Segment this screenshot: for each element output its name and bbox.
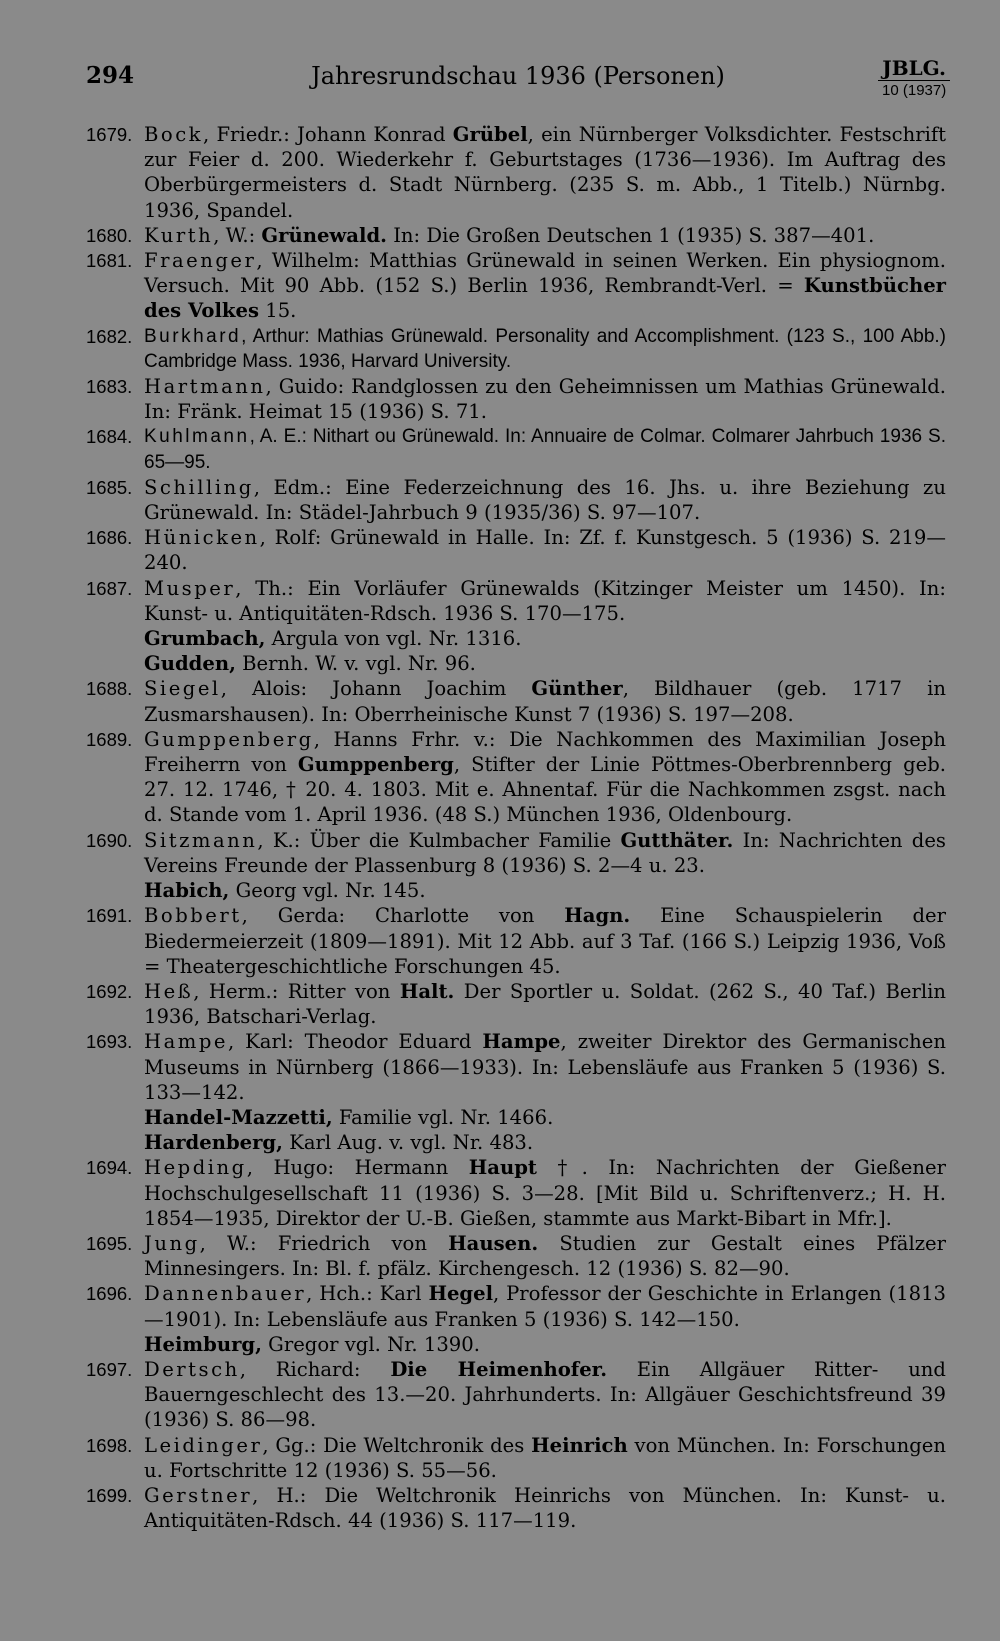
bibliography-entry [86, 676, 946, 726]
entry-number: 1691. [86, 905, 133, 927]
entry-author: Leidinger [144, 1433, 263, 1457]
entry-text: , Gg.: Die Weltchronik des [262, 1433, 532, 1457]
entry-text-tail: , zweiter Direktor des Germanischen Museums in Nürnberg (1866—1933). In: Lebensläufe aus Franken 5 (1936) S. 133—142. [144, 1030, 946, 1104]
entry-text: , Alois: Johann Joachim [220, 677, 532, 701]
entry-text: , Hugo: Hermann [246, 1156, 469, 1180]
entry-text-tail: , Bildhauer (geb. 1717 in Zusmarshausen). In: Oberrheinische Kunst 7 (1936) S. 197—208. [144, 677, 946, 726]
bibliography-entry [86, 324, 946, 374]
xref-subject: Habich, [144, 879, 230, 903]
entry-subject: Haupt [468, 1156, 537, 1180]
entry-text-tail: 15. [259, 299, 297, 323]
entry-text-tail: , Stifter der Linie Pöttmes-Oberbrennberg geb. 27. 12. 1746, † 20. 4. 1803. Mit e. Ahnentaf. Für die Nachkommen zsgst. nach d. Stande vom 1. April 1936. (48 S.) München 1936, Oldenbourg. [144, 753, 946, 827]
journal-reference [878, 58, 950, 98]
entry-text: , A. E.: Nithart ou Grünewald. In: Annuaire de Colmar. Colmarer Jahrbuch 1936 S. 65—95. [144, 426, 946, 473]
cross-reference [86, 878, 946, 903]
entry-subject: Grübel [452, 123, 528, 146]
entry-text: , W.: [213, 223, 262, 247]
entry-text: , Rolf: Grünewald in Halle. In: Zf. f. Kunstgesch. 5 (1936) S. 219—240. [144, 526, 946, 575]
entry-subject: Hausen. [448, 1231, 539, 1255]
xref-text: Bernh. W. v. vgl. Nr. 96. [235, 652, 476, 676]
entry-text-tail: In: Nachrichten des Vereins Freunde der Plassenburg 8 (1936) S. 2—4 u. 23. [144, 828, 946, 877]
entry-text: , Th.: Ein Vorläufer Grünewalds (Kitzinger Meister um 1450). In: Kunst- u. Antiquitäten-Rdsch. 1936 S. 170—175. [144, 576, 946, 625]
entry-subject: Gutthäter. [620, 828, 734, 852]
entry-text-tail: Eine Schauspielerin der Biedermeierzeit (1809—1891). Mit 12 Abb. auf 3 Taf. (166 S.) Leipzig 1936, Voß = Theatergeschichtliche Forschungen 45. [144, 904, 946, 978]
bibliography-entry [86, 576, 946, 626]
page-header [86, 58, 950, 108]
cross-reference [86, 651, 946, 676]
entry-author: Hepding [144, 1156, 247, 1180]
entry-text-tail: von München. In: Forschungen u. Fortschritte 12 (1936) S. 55—56. [144, 1433, 947, 1482]
entry-number: 1680. [86, 224, 133, 246]
bibliography-entries [86, 122, 946, 1533]
entry-author: Hampe [144, 1030, 228, 1054]
entry-text: , Gerda: Charlotte von [241, 904, 565, 928]
entry-number: 1690. [86, 829, 133, 851]
bibliography-entry [86, 1357, 946, 1433]
entry-text-tail: Ein Allgäuer Ritter- und Bauerngeschlecht des 13.—20. Jahrhunderts. In: Allgäuer Geschichtsfreund 39 (1936) S. 86—98. [144, 1357, 946, 1432]
entry-text: , Karl: Theodor Eduard [228, 1030, 483, 1054]
bibliography-entry [86, 1483, 946, 1533]
xref-subject: Handel-Mazzetti, [144, 1105, 333, 1129]
bibliography-entry [86, 1281, 946, 1331]
entry-number: 1689. [86, 728, 133, 750]
entry-subject: Gumppenberg [297, 753, 454, 777]
entry-author: Kurth [144, 223, 214, 247]
xref-text: Karl Aug. v. vgl. Nr. 483. [282, 1131, 534, 1155]
entry-text-tail: Studien zur Gestalt eines Pfälzer Minnesingers. In: Bl. f. pfälz. Kirchengesch. 12 (1936) S. 82—90. [144, 1231, 946, 1281]
entry-number: 1697. [86, 1358, 133, 1380]
bibliography-entry [86, 1433, 946, 1483]
journal-abbreviation: JBLG. [878, 58, 950, 81]
cross-reference [86, 1130, 946, 1155]
entry-number: 1696. [86, 1283, 133, 1305]
entry-author: Heß [144, 979, 194, 1003]
entry-number: 1684. [86, 426, 133, 448]
entry-author: Siegel [144, 677, 221, 701]
page-number: 294 [86, 62, 135, 89]
entry-author: Kuhlmann [144, 426, 250, 448]
cross-reference [86, 1105, 946, 1130]
entry-number: 1685. [86, 476, 133, 498]
entry-text: , Edm.: Eine Federzeichnung des 16. Jhs. u. ihre Beziehung zu Grünewald. In: Städel-Jahrbuch 9 (1935/36) S. 97—107. [144, 475, 946, 525]
bibliography-entry [86, 1029, 946, 1105]
cross-reference [86, 1332, 946, 1357]
entry-text-tail: In: Die Großen Deutschen 1 (1935) S. 387—401. [386, 223, 875, 247]
entry-subject: Grünewald. [261, 223, 387, 247]
entry-number: 1683. [86, 376, 133, 398]
entry-author: Fraenger [144, 249, 257, 273]
entry-text: , H.: Die Weltchronik Heinrichs von München. In: Kunst- u. Antiquitäten-Rdsch. 44 (1936) S. 117—119. [144, 1483, 946, 1533]
entry-author: Schilling [144, 475, 254, 499]
entry-text: , W.: Friedrich von [199, 1231, 449, 1255]
entry-number: 1694. [86, 1157, 133, 1179]
cross-reference [86, 626, 946, 651]
entry-author: Sitzmann [144, 828, 258, 852]
entry-author: Hartmann [144, 375, 266, 399]
entry-text: , Friedr.: Johann Konrad [203, 123, 453, 146]
bibliography-entry [86, 1155, 946, 1231]
journal-volume: 10 (1937) [882, 82, 947, 99]
bibliography-entry [86, 223, 946, 248]
entry-subject: Die Heimenhofer. [390, 1357, 608, 1381]
xref-subject: Hardenberg, [144, 1131, 283, 1155]
entry-subject: Heinrich [531, 1433, 628, 1457]
entry-number: 1693. [86, 1031, 133, 1053]
entry-author: Gerstner [144, 1483, 253, 1507]
entry-text: , Wilhelm: Matthias Grünewald in seinen Werken. Ein physiognom. Versuch. Mit 90 Abb. (152 S.) Berlin 1936, Rembrandt-Verl. = [144, 249, 946, 298]
entry-author: Jung [144, 1231, 200, 1255]
xref-subject: Grumbach, [144, 627, 266, 651]
xref-subject: Heimburg, [144, 1332, 262, 1356]
entry-number: 1687. [86, 577, 133, 599]
entry-author: Dannenbauer [144, 1282, 307, 1306]
entry-text: , Arthur: Mathias Grünewald. Personality and Accomplishment. (123 S., 100 Abb.) Cambridge Mass. 1936, Harvard University. [144, 325, 946, 372]
xref-text: Gregor vgl. Nr. 1390. [261, 1332, 480, 1356]
entry-text: , Hanns Frhr. v.: Die Nachkommen des Maximilian Joseph Freiherrn von [144, 727, 946, 777]
entry-author: Musper [144, 576, 236, 600]
entry-number: 1679. [86, 124, 133, 145]
entry-number: 1686. [86, 527, 133, 549]
entry-text-tail: , ein Nürnberger Volksdichter. Festschrift zur Feier d. 200. Wiederkehr f. Geburtstages (1736—1936). Im Auftrag des Oberbürgermeisters d. Stadt Nürnberg. (235 S. m. Abb., 1 Titelb.) Nürnbg. 1936, Spandel. [144, 123, 946, 222]
entry-text: , Hch.: Karl [306, 1282, 429, 1306]
entry-author: Dertsch [144, 1357, 240, 1381]
xref-text: Argula von vgl. Nr. 1316. [265, 627, 522, 651]
entry-author: Gumppenberg [144, 727, 314, 751]
entry-text-tail: , Professor der Geschichte in Erlangen (1813—1901). In: Lebensläufe aus Franken 5 (1936) S. 142—150. [144, 1282, 946, 1331]
entry-number: 1698. [86, 1434, 133, 1456]
entry-text: , Guido: Randglossen zu den Geheimnissen um Mathias Grünewald. In: Fränk. Heimat 15 (1936) S. 71. [144, 375, 946, 424]
bibliography-entry [86, 828, 946, 878]
entry-subject: Hampe [482, 1030, 561, 1054]
entry-number: 1692. [86, 980, 133, 1002]
entry-number: 1695. [86, 1232, 133, 1254]
entry-text-tail: Der Sportler u. Soldat. (262 S., 40 Taf.) Berlin 1936, Batschari-Verlag. [144, 979, 946, 1029]
entry-number: 1681. [86, 250, 133, 272]
entry-subject: Hegel [428, 1282, 494, 1306]
bibliography-entry [86, 248, 946, 324]
entry-author: Burkhard [144, 325, 242, 347]
bibliography-entry [86, 903, 946, 979]
bibliography-entry [86, 979, 946, 1029]
entry-number: 1699. [86, 1484, 133, 1506]
bibliography-entry [86, 475, 946, 525]
entry-subject: Günther [531, 677, 623, 701]
xref-text: Familie vgl. Nr. 1466. [332, 1105, 554, 1129]
bibliography-entry [86, 424, 946, 474]
xref-subject: Gudden, [144, 652, 236, 676]
entry-author: Bobbert [144, 904, 242, 928]
entry-author: Hünicken [144, 526, 260, 550]
entry-subject: Hagn. [564, 904, 631, 928]
bibliography-entry [86, 1231, 946, 1281]
bibliography-entry [86, 374, 946, 424]
bibliography-entry [86, 727, 946, 828]
entry-series: Kunstbücher des Volkes [144, 274, 946, 323]
entry-text: , Richard: [239, 1357, 391, 1381]
entry-number: 1688. [86, 678, 133, 700]
bibliography-entry [86, 525, 946, 575]
entry-number: 1682. [86, 325, 133, 347]
running-title: Jahresrundschau 1936 (Personen) [311, 62, 725, 90]
entry-text: , Herm.: Ritter von [193, 979, 400, 1003]
entry-author: Bock [144, 123, 204, 146]
entry-text-tail: †. In: Nachrichten der Gießener Hochschulgesellschaft 11 (1936) S. 3—28. [Mit Bild u. Schriftenverz.; H. H. 1854—1935, Direktor der U.-B. Gießen, stammte aus Markt-Bibart in Mfr.]. [144, 1156, 946, 1230]
entry-subject: Halt. [399, 979, 455, 1003]
entry-text: , K.: Über die Kulmbacher Familie [257, 828, 621, 852]
bibliography-entry [86, 122, 946, 223]
xref-text: Georg vgl. Nr. 145. [229, 879, 426, 903]
